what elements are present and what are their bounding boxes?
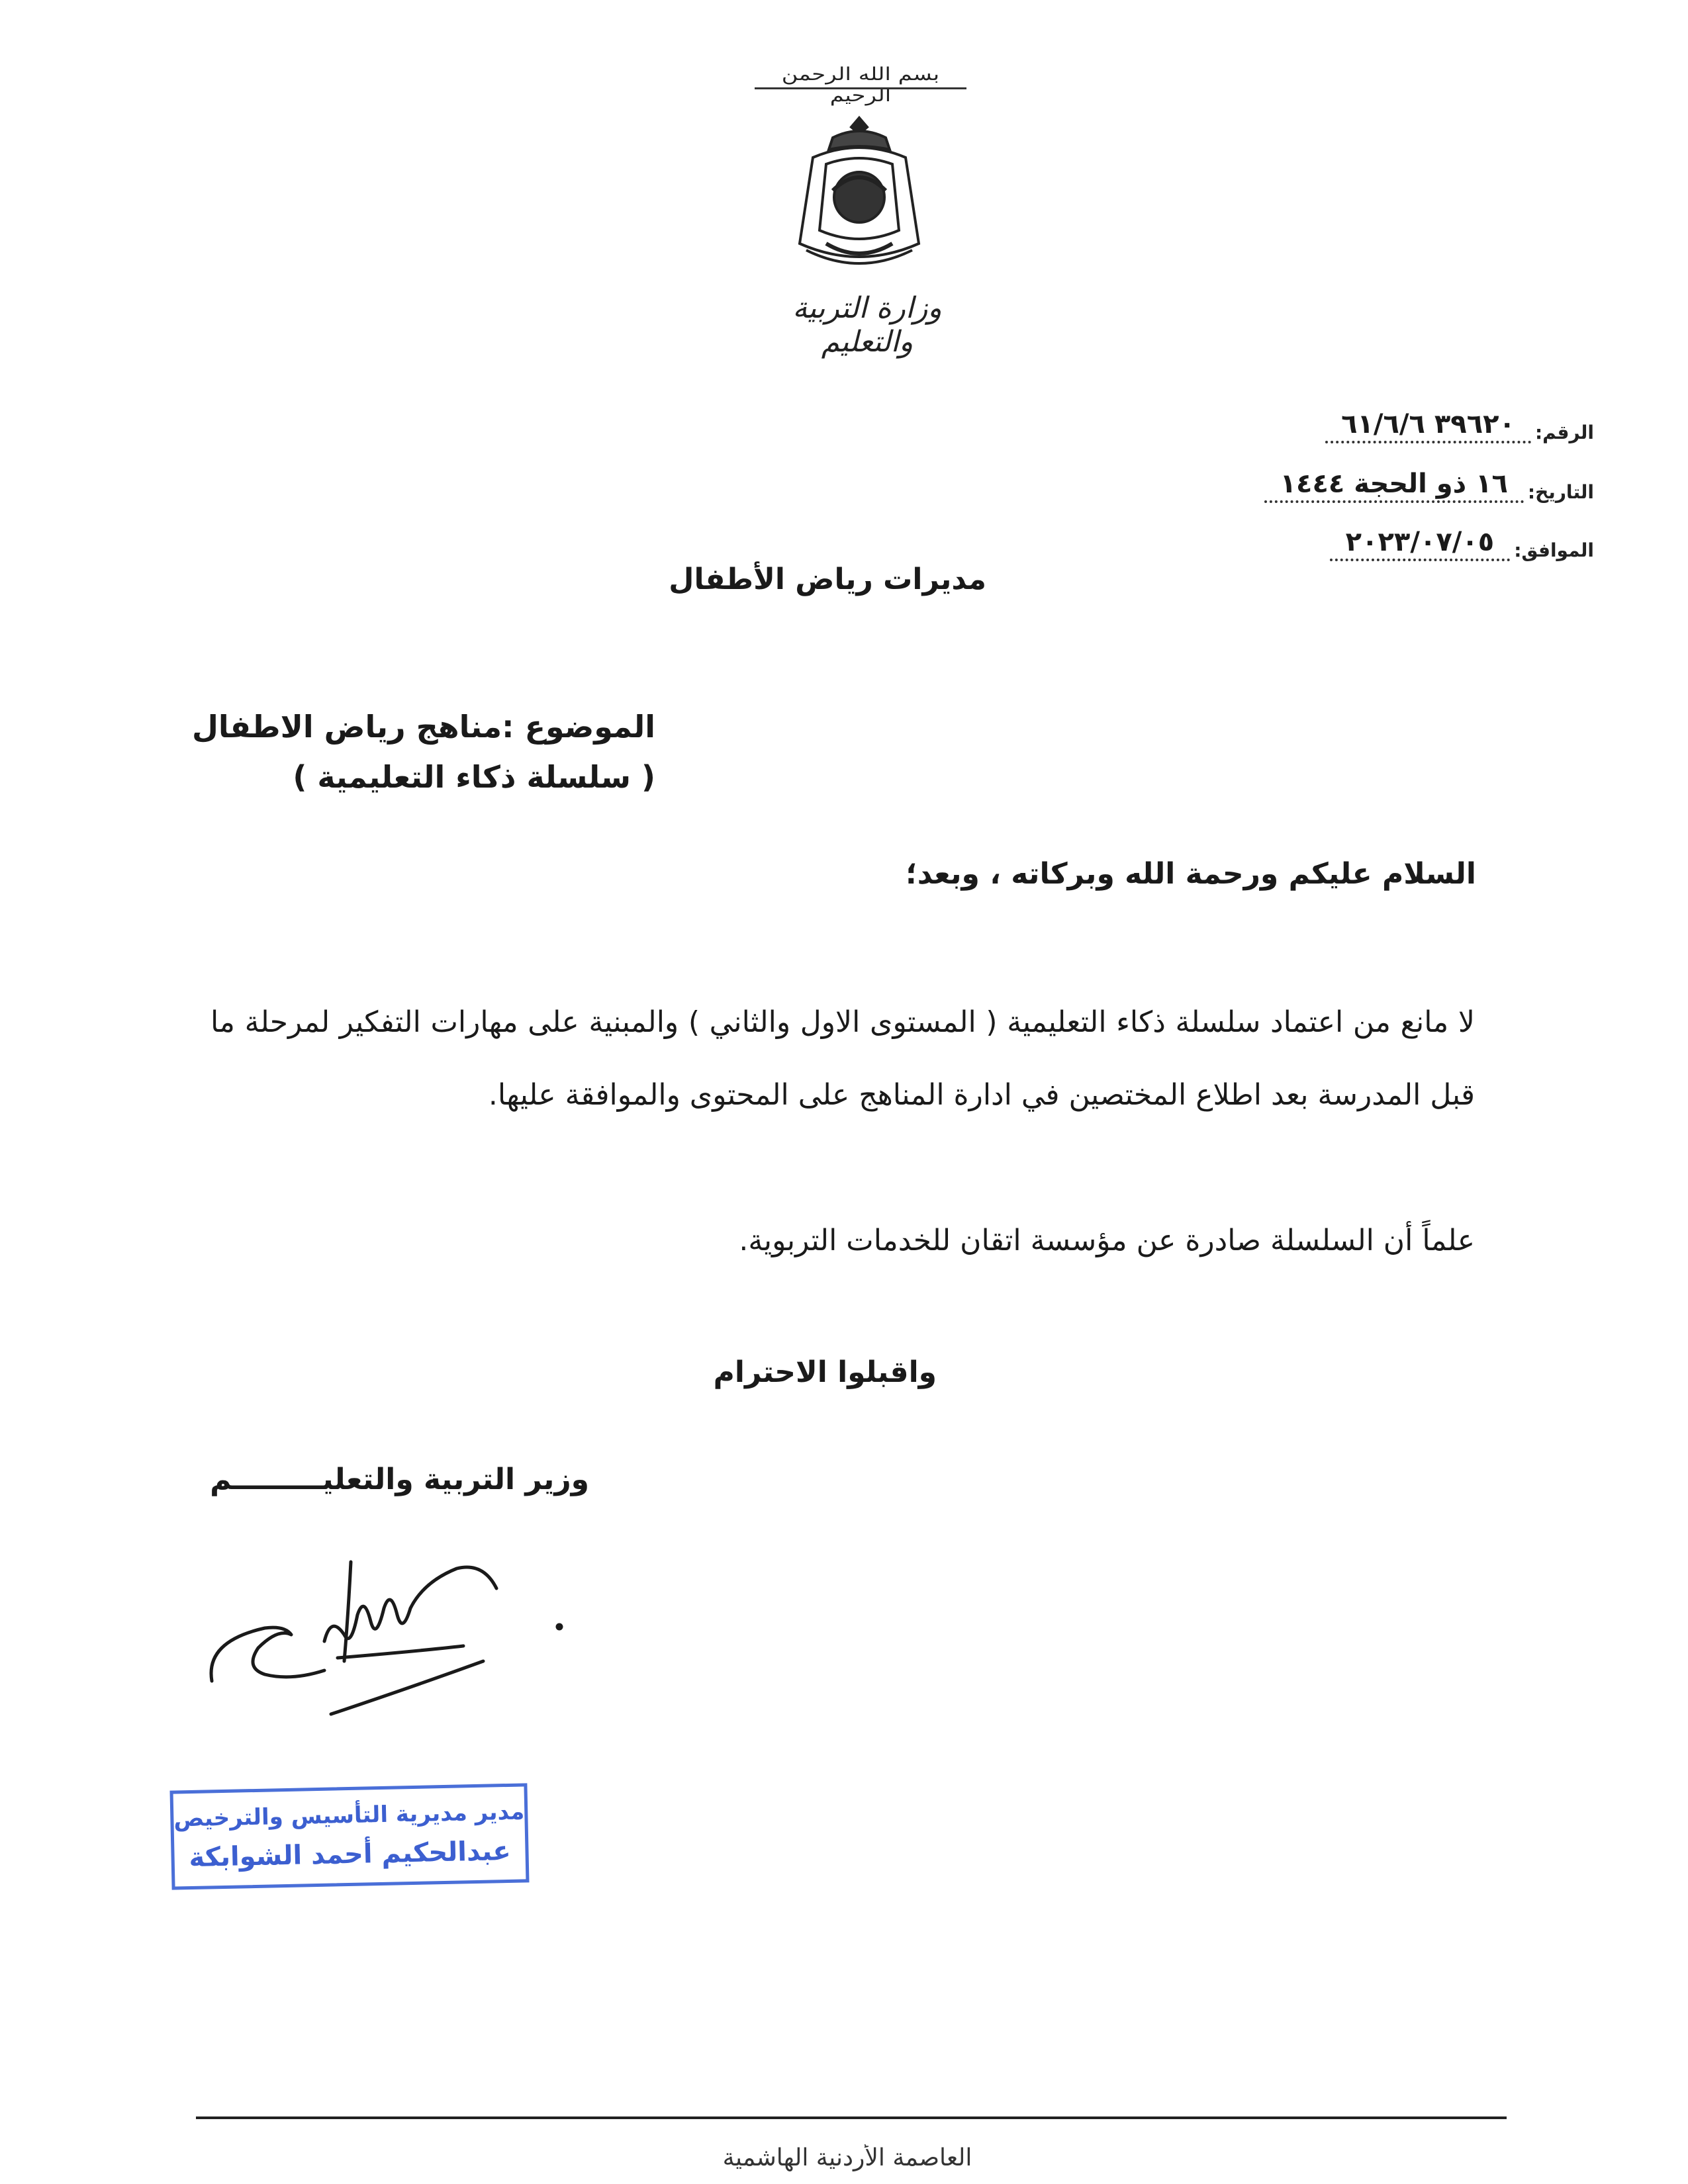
royal-emblem-icon bbox=[786, 111, 932, 270]
subject-line-1: الموضوع :مناهج رياض الاطفال bbox=[192, 709, 655, 745]
addressee: مديرات رياض الأطفال bbox=[669, 563, 986, 596]
reference-equivalent-row bbox=[1330, 515, 1594, 561]
reference-number-label: الرقم: bbox=[1534, 422, 1594, 443]
basmala-underline bbox=[755, 87, 966, 89]
reference-equivalent-label: الموافق: bbox=[1514, 539, 1594, 561]
reference-date-row bbox=[1264, 457, 1594, 503]
reference-date-label: التاريخ: bbox=[1527, 481, 1594, 503]
reference-equivalent-value: ٢٠٢٣/٠٧/٠٥ bbox=[1330, 527, 1511, 561]
reference-number-value: ٣٩٦٢٠ ٦١/٦/٦ bbox=[1325, 409, 1531, 443]
footer-divider bbox=[196, 2116, 1507, 2119]
body-paragraph-text: لا مانع من اعتماد سلسلة ذكاء التعليمية ( المستوى الاول والثاني ) والمبنية على مهارات التفكير لمرحلة ما قبل المدرسة بعد اطلاع المختصين في ادارة المناهج على المحتوى والموافقة عليها. bbox=[211, 1005, 1475, 1112]
reference-number-row bbox=[1325, 397, 1594, 443]
basmala bbox=[748, 58, 973, 106]
subject-line-2: ( سلسلة ذكاء التعليمية ) bbox=[293, 759, 655, 795]
body-paragraph bbox=[211, 986, 1475, 1132]
ministry-logo-text: وزارة التربية والتعليم bbox=[792, 291, 942, 359]
body-note: علماً أن السلسلة صادرة عن مؤسسة اتقان للخدمات التربوية. bbox=[739, 1224, 1475, 1257]
stamp-line-1: مدير مديرية التأسيس والترخيص bbox=[173, 1798, 525, 1833]
reference-date-value: ١٦ ذو الحجة ١٤٤٤ bbox=[1264, 469, 1524, 503]
footer-text: العاصمة الأردنية الهاشمية bbox=[722, 2144, 972, 2171]
closing: واقبلوا الاحترام bbox=[713, 1355, 937, 1389]
greeting: السلام عليكم ورحمة الله وبركاته ، وبعد؛ bbox=[906, 857, 1476, 891]
subject bbox=[192, 702, 655, 802]
official-stamp bbox=[169, 1783, 529, 1889]
stamp-line-2: عبدالحكيم أحمد الشوابكة bbox=[188, 1835, 512, 1874]
basmala-text: بسم الله الرحمن الرحيم bbox=[781, 64, 940, 106]
signature-title: وزير التربية والتعليـــــــــم bbox=[210, 1463, 589, 1496]
handwritten-signature-icon bbox=[199, 1542, 583, 1754]
